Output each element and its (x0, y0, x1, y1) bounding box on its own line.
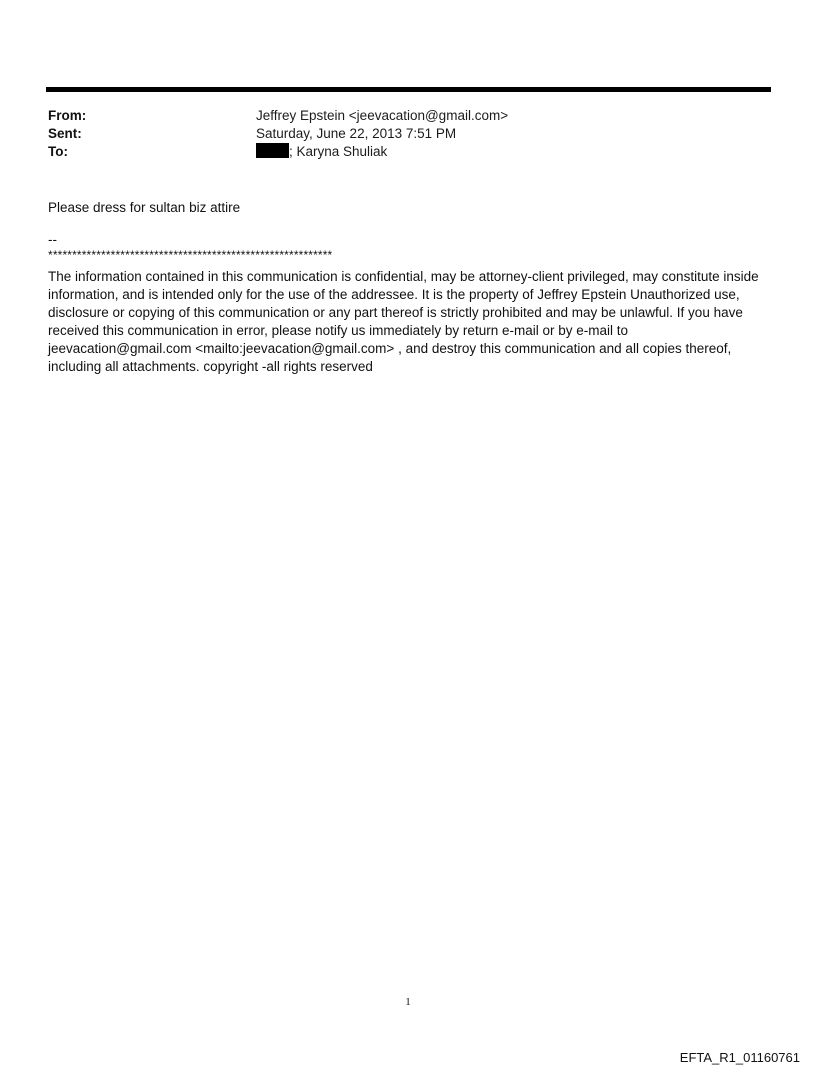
document-id: EFTA_R1_01160761 (679, 1050, 800, 1065)
to-value: ; Karyna Shuliak (289, 144, 388, 159)
header-divider-rule (46, 87, 771, 92)
redaction-block (256, 143, 289, 158)
from-value: Jeffrey Epstein <jeevacation@gmail.com> (256, 108, 509, 123)
email-header (48, 107, 768, 161)
signature-stars: *********************************************************** (48, 248, 333, 262)
from-label: From: (48, 108, 87, 123)
page-number: 1 (405, 996, 411, 1008)
from-row (48, 107, 768, 125)
to-value-wrapper (256, 143, 387, 161)
sent-row (48, 125, 768, 143)
sent-label: Sent: (48, 126, 82, 141)
to-row (48, 143, 768, 161)
confidentiality-disclaimer: The information contained in this communication is confidential, may be attorney-client privileged, may constitute inside information, and is intended only for the use of the addressee. It is the property of Jeffrey Epstein Unauthorized use, disclosure or copying of this communication or any part thereof is strictly prohibited and may be unlawful. If you have received this communication in error, please notify us immediately by return e-mail or by e-mail to jeevacation@gmail.com <mailto:jeevacation@gmail.com> , and destroy this communication and all copies thereof, including all attachments. copyright -all rights reserved (48, 269, 759, 374)
sent-value: Saturday, June 22, 2013 7:51 PM (256, 126, 457, 141)
message-body-greeting: Please dress for sultan biz attire (48, 200, 241, 215)
signature-dash: -- (48, 232, 57, 247)
to-label: To: (48, 144, 68, 159)
